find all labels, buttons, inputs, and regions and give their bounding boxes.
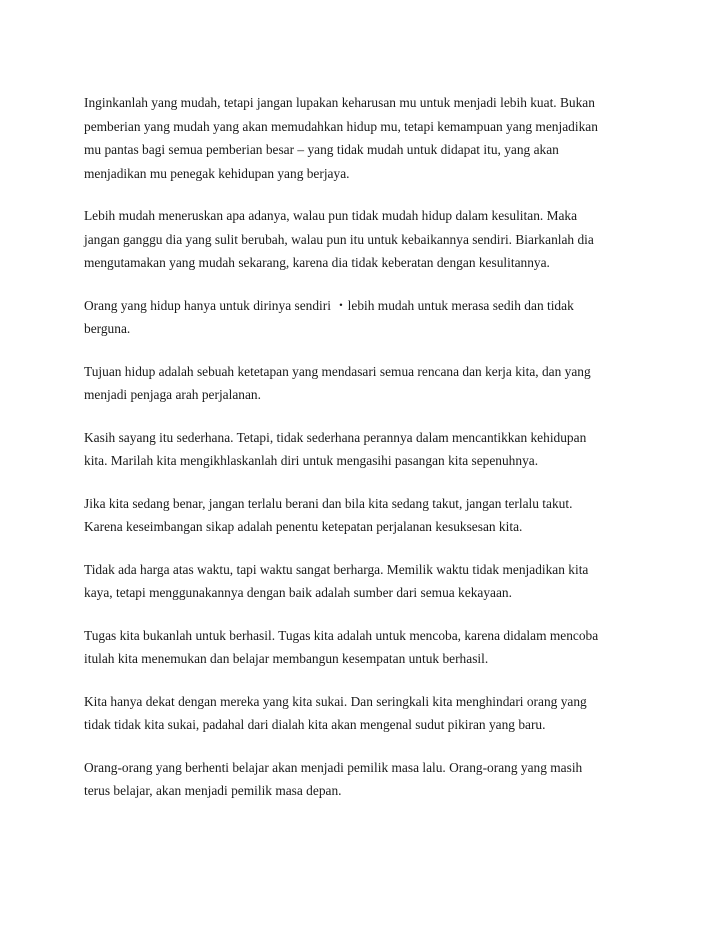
paragraph-6 [84, 492, 644, 539]
paragraph-1 [84, 91, 644, 185]
paragraph-line: Lebih mudah meneruskan apa adanya, walau pun tidak mudah hidup dalam kesulitan. Maka [84, 208, 578, 223]
paragraph-line: tidak tidak kita sukai, padahal dari dialah kita akan mengenal sudut pikiran yang baru. [84, 717, 546, 732]
paragraph-8 [84, 624, 644, 671]
paragraph-10 [84, 756, 644, 803]
paragraph-line: pemberian yang mudah yang akan memudahkan hidup mu, tetapi kemampuan yang menjadikan [84, 118, 598, 134]
paragraph-line: Tujuan hidup adalah sebuah ketetapan yang mendasari semua rencana dan kerja kita, dan yang [84, 363, 591, 379]
paragraph-line: kita. Marilah kita mengikhlaskanlah diri untuk mengasihi pasangan kita sepenuhnya. [84, 453, 539, 468]
paragraph-4 [84, 360, 644, 407]
paragraph-line: Tugas kita bukanlah untuk berhasil. Tugas kita adalah untuk mencoba, karena didalam mencoba [84, 627, 599, 643]
paragraph-9 [84, 690, 644, 737]
paragraph-line: Kasih sayang itu sederhana. Tetapi, tidak sederhana perannya dalam mencantikkan kehidupan [84, 429, 587, 445]
document-body [84, 91, 644, 822]
paragraph-line: kaya, tetapi menggunakannya dengan baik adalah sumber dari semua kekayaan. [84, 585, 512, 600]
paragraph-line: Jika kita sedang benar, jangan terlalu berani dan bila kita sedang takut, jangan terlalu takut. [84, 495, 573, 511]
paragraph-5 [84, 426, 644, 473]
paragraph-line: menjadi penjaga arah perjalanan. [84, 387, 261, 402]
paragraph-line: mengutamakan yang mudah sekarang, karena dia tidak keberatan dengan kesulitannya. [84, 255, 550, 270]
paragraph-3 [84, 294, 644, 341]
paragraph-7 [84, 558, 644, 605]
paragraph-line: Karena keseimbangan sikap adalah penentu ketepatan perjalanan kesuksesan kita. [84, 519, 523, 534]
paragraph-line: Orang-orang yang berhenti belajar akan menjadi pemilik masa lalu. Orang-orang yang masih [84, 759, 583, 775]
paragraph-2 [84, 204, 644, 275]
paragraph-line: Tidak ada harga atas waktu, tapi waktu sangat berharga. Memilik waktu tidak menjadikan kita [84, 561, 589, 577]
paragraph-line: menjadikan mu penegak kehidupan yang berjaya. [84, 165, 350, 181]
paragraph-line: berguna. [84, 321, 131, 336]
paragraph-line: Orang yang hidup hanya untuk dirinya sendiri ・lebih mudah untuk merasa sedih dan tidak [84, 297, 574, 313]
paragraph-line: mu pantas bagi semua pemberian besar – yang tidak mudah untuk didapat itu, yang akan [84, 142, 559, 157]
paragraph-line: jangan ganggu dia yang sulit berubah, walau pun itu untuk kebaikannya sendiri. Biarkanlah dia [84, 231, 594, 247]
paragraph-line: itulah kita menemukan dan belajar membangun kesempatan untuk berhasil. [84, 651, 489, 666]
paragraph-line: Inginkanlah yang mudah, tetapi jangan lupakan keharusan mu untuk menjadi lebih kuat. Bukan [84, 95, 595, 110]
paragraph-line: Kita hanya dekat dengan mereka yang kita sukai. Dan seringkali kita menghindari orang yang [84, 693, 587, 709]
paragraph-line: terus belajar, akan menjadi pemilik masa depan. [84, 783, 342, 798]
